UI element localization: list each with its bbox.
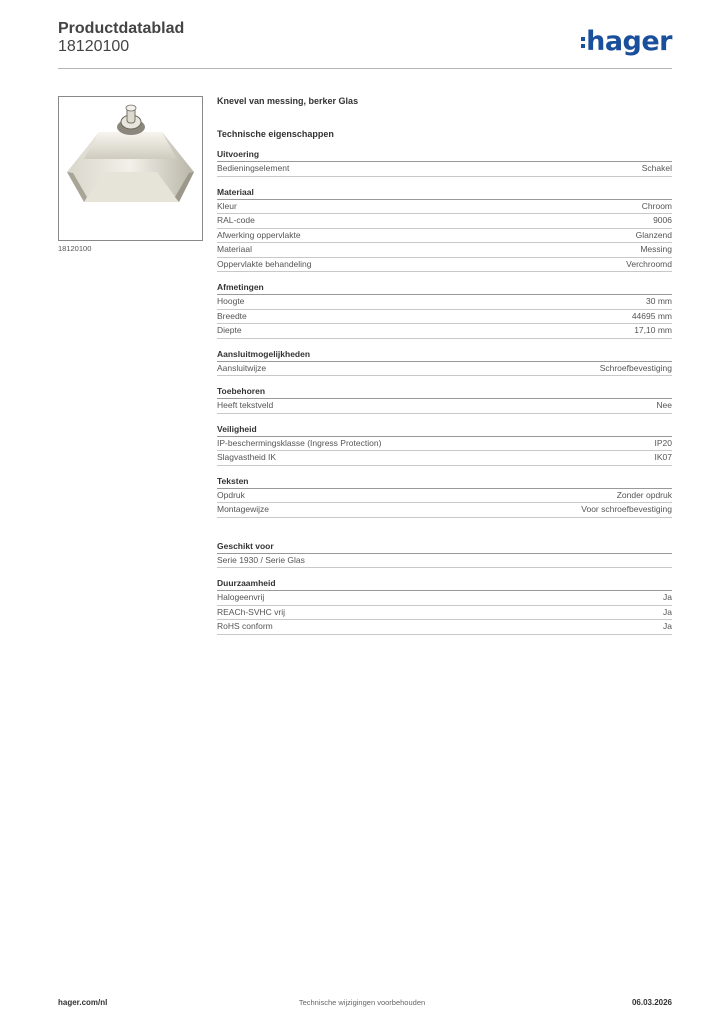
spec-section xyxy=(217,476,672,518)
spec-value: Schakel xyxy=(641,163,672,173)
section-title: Uitvoering xyxy=(217,149,672,162)
spec-value: Ja xyxy=(663,621,672,631)
product-name: Knevel van messing, berker Glas xyxy=(217,96,359,106)
spec-label: Heeft tekstveld xyxy=(217,400,274,410)
spec-value: 30 mm xyxy=(646,296,672,306)
spec-row xyxy=(217,214,672,229)
logo-dots-icon xyxy=(581,34,585,51)
spec-section xyxy=(217,541,672,569)
spec-section xyxy=(217,424,672,466)
spec-value: Messing xyxy=(640,244,672,254)
spec-row xyxy=(217,554,672,569)
spec-row xyxy=(217,620,672,635)
spec-label: Oppervlakte behandeling xyxy=(217,258,312,269)
spec-value: Schroefbevestiging xyxy=(599,362,672,373)
spec-row xyxy=(217,229,672,244)
section-title: Afmetingen xyxy=(217,282,672,295)
spec-row xyxy=(217,162,672,177)
image-caption: 18120100 xyxy=(58,244,92,253)
spec-section xyxy=(217,149,672,177)
spec-section xyxy=(217,187,672,273)
header-divider xyxy=(58,68,672,69)
spec-label: Halogeenvrij xyxy=(217,592,265,602)
spec-label: Diepte xyxy=(217,325,242,335)
spec-value: Verchroomd xyxy=(626,258,672,269)
section-title: Aansluitmogelijkheden xyxy=(217,349,672,362)
spec-section xyxy=(217,386,672,414)
spec-row xyxy=(217,258,672,273)
spec-row xyxy=(217,362,672,377)
section-title: Toebehoren xyxy=(217,386,672,399)
spec-label: Kleur xyxy=(217,200,237,211)
product-number: 18120100 xyxy=(58,38,130,55)
spec-value: Nee xyxy=(656,400,672,410)
footer-date: 06.03.2026 xyxy=(631,998,672,1007)
spec-section xyxy=(217,578,672,635)
page-title: Productdatablad xyxy=(58,20,185,37)
spec-label: Aansluitwijze xyxy=(217,362,267,373)
spec-row xyxy=(217,489,672,504)
spec-value: Ja xyxy=(663,592,672,602)
section-title: Duurzaamheid xyxy=(217,578,672,591)
hager-logo xyxy=(581,26,672,57)
spec-label: Bedieningselement xyxy=(217,163,290,173)
spec-row xyxy=(217,295,672,310)
spec-row xyxy=(217,437,672,452)
spec-value: Voor schroefbevestiging xyxy=(581,504,672,514)
spec-row xyxy=(217,503,672,518)
spec-value: IP20 xyxy=(654,437,672,448)
spec-label: RAL-code xyxy=(217,215,255,225)
footer-notice: Technische wijzigingen voorbehouden xyxy=(298,998,426,1007)
spec-value: 17,10 mm xyxy=(634,325,672,335)
spec-section xyxy=(217,349,672,377)
section-title: Teksten xyxy=(217,476,672,489)
spec-label: Opdruk xyxy=(217,489,245,500)
spec-row xyxy=(217,243,672,258)
spec-label: IP-beschermingsklasse (Ingress Protection) xyxy=(217,437,382,448)
spec-row xyxy=(217,324,672,339)
spec-value: Zonder opdruk xyxy=(616,489,672,500)
spec-label: Slagvastheid IK xyxy=(217,452,277,462)
section-title: Veiligheid xyxy=(217,424,672,437)
spec-value: 9006 xyxy=(653,215,672,225)
spec-row xyxy=(217,451,672,466)
spec-row xyxy=(217,606,672,621)
spec-row xyxy=(217,200,672,215)
spec-section xyxy=(217,282,672,339)
spec-label: REACh-SVHC vrij xyxy=(217,606,286,617)
spec-value: 44695 mm xyxy=(631,310,672,321)
spec-label: Hoogte xyxy=(217,296,245,306)
spec-value: Glanzend xyxy=(635,229,672,240)
spec-row xyxy=(217,310,672,325)
spec-label: RoHS conform xyxy=(217,621,273,631)
spec-sections xyxy=(217,149,672,635)
product-image xyxy=(58,96,203,241)
spec-content xyxy=(217,96,672,635)
logo-text: hager xyxy=(586,26,672,57)
spec-label: Materiaal xyxy=(217,244,252,254)
spec-row xyxy=(217,591,672,606)
spec-label: Afwerking oppervlakte xyxy=(217,229,301,240)
spec-value: Ja xyxy=(663,606,672,617)
spec-row xyxy=(217,399,672,414)
footer-website[interactable]: hager.com/nl xyxy=(58,998,108,1007)
spec-value: Chroom xyxy=(641,200,672,211)
spec-label: Montagewijze xyxy=(217,504,269,514)
tech-props-title: Technische eigenschappen xyxy=(217,129,334,139)
spec-label: Serie 1930 / Serie Glas xyxy=(217,554,305,565)
spec-label: Breedte xyxy=(217,310,247,321)
section-title: Geschikt voor xyxy=(217,541,672,554)
section-title: Materiaal xyxy=(217,187,672,200)
spec-value: IK07 xyxy=(654,452,672,462)
